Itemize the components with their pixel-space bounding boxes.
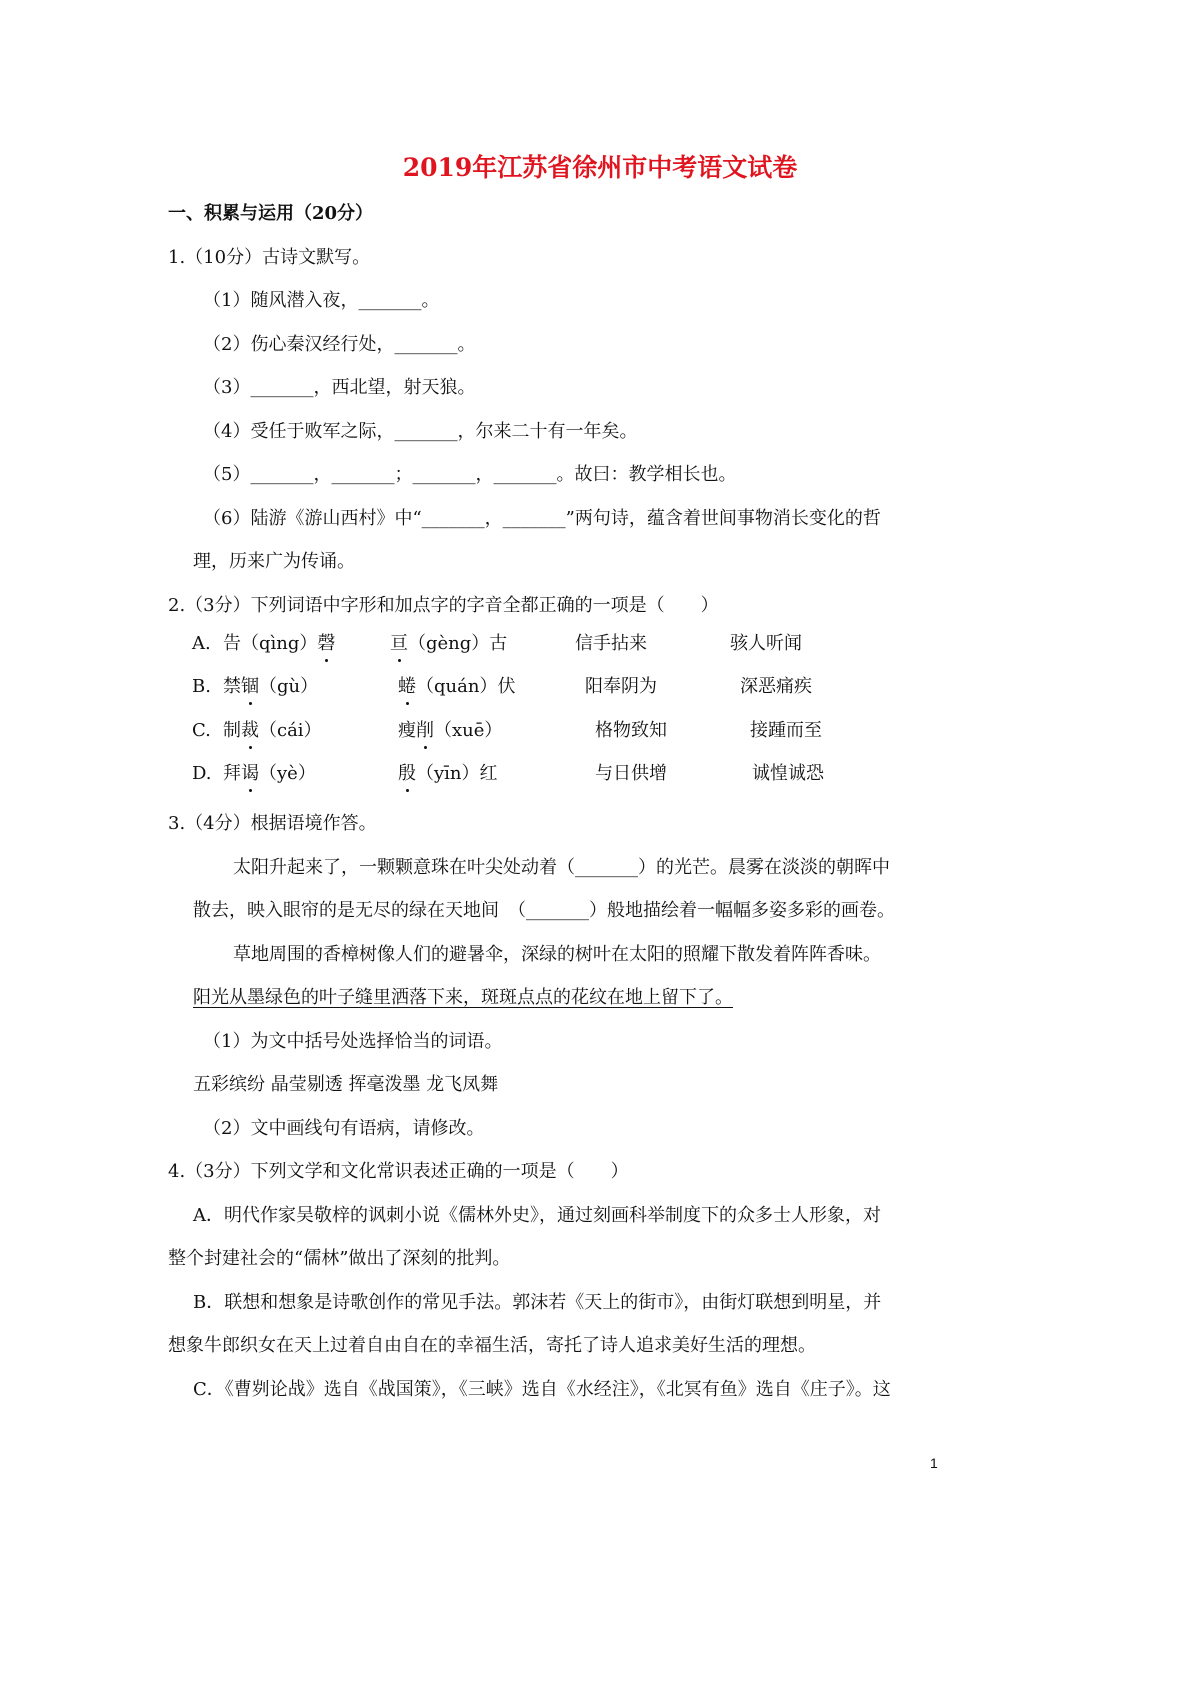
- term-text: 与日供增: [595, 763, 667, 784]
- term-text: 瘦: [398, 720, 416, 741]
- passage-line: 草地周围的香樟树像人们的避暑伞，深绿的树叶在太阳的照耀下散发着阵阵香味。: [233, 944, 881, 965]
- page-number: 1: [930, 1455, 938, 1471]
- dotted-character: 削: [416, 720, 434, 741]
- term-text: （gèng）古: [408, 633, 508, 654]
- dotted-character: 锢: [241, 676, 259, 697]
- option-line: 整个封建社会的“儒林”做出了深刻的批判。: [168, 1248, 511, 1269]
- term-text: 拜: [223, 763, 241, 784]
- question-1-stem: 1.（10分）古诗文默写。: [168, 247, 371, 268]
- question-3-stem: 3.（4分）根据语境作答。: [168, 813, 377, 834]
- option-label: C.: [192, 720, 211, 741]
- underlined-sentence: 阳光从墨绿色的叶子缝里洒落下来，斑斑点点的花纹在地上留下了。: [193, 987, 733, 1008]
- option-term: [223, 675, 318, 699]
- option-term: [752, 762, 824, 786]
- option-line: A．明代作家吴敬梓的讽刺小说《儒林外史》，通过刻画科举制度下的众多士人形象，对: [193, 1205, 881, 1226]
- page-title: 2019年江苏省徐州市中考语文试卷: [402, 153, 798, 182]
- dotted-character: 磬: [317, 633, 336, 654]
- question-4-stem: 4.（3分）下列文学和文化常识表述正确的一项是（ ）: [168, 1161, 629, 1182]
- term-text: （yè）: [259, 763, 316, 784]
- term-text: （xuē）: [434, 720, 503, 741]
- option-label: A.: [192, 633, 211, 654]
- question-3-sub: （1）为文中括号处选择恰当的词语。: [203, 1031, 503, 1052]
- passage-line: 散去，映入眼帘的是无尽的绿在天地间 （_______）般地描绘着一幅幅多姿多彩的画卷。: [193, 900, 895, 921]
- option-term: [398, 719, 502, 743]
- option-term: [740, 675, 812, 699]
- option-term: [223, 632, 335, 656]
- option-label: B.: [192, 676, 211, 697]
- option-term: [585, 675, 657, 699]
- term-text: 深恶痛疾: [740, 676, 812, 697]
- term-text: 告（qìng）: [223, 633, 318, 654]
- term-text: 禁: [223, 676, 241, 697]
- question-1-item: （6）陆游《游山西村》中“_______，_______”两句诗，蕴含着世间事物消长变化的哲: [203, 508, 881, 529]
- term-text: 诚惶诚恐: [752, 763, 824, 784]
- question-3-sub: （2）文中画线句有语病，请修改。: [203, 1118, 485, 1139]
- question-1-item: （5）_______，_______；_______，_______。故曰：教学相长也。: [203, 464, 737, 485]
- dotted-character: 裁: [241, 720, 259, 741]
- term-text: 阳奉阴为: [585, 676, 657, 697]
- question-1-item: （3）_______，西北望，射天狼。: [203, 377, 476, 398]
- question-1-item: （2）伤心秦汉经行处，_______。: [203, 334, 476, 355]
- term-text: （gù）: [259, 676, 319, 697]
- passage-line: 太阳升起来了，一颗颗意珠在叶尖处动着（_______）的光芒。晨雾在淡淡的朝晖中: [233, 857, 890, 878]
- option-label: D.: [192, 763, 212, 784]
- term-text: 骇人听闻: [730, 633, 802, 654]
- word-choices: 五彩缤纷 晶莹剔透 挥毫泼墨 龙飞凤舞: [193, 1074, 499, 1095]
- option-term: [390, 632, 507, 656]
- section-heading: 一、积累与运用（20分）: [168, 203, 374, 224]
- dotted-character: 亘: [390, 633, 408, 654]
- term-text: （quán）伏: [416, 676, 516, 697]
- option-term: [223, 762, 316, 786]
- option-line: B．联想和想象是诗歌创作的常见手法。郭沫若《天上的街市》，由街灯联想到明星，并: [193, 1292, 882, 1313]
- dotted-character: 蜷: [398, 676, 416, 697]
- term-text: 信手拈来: [575, 633, 647, 654]
- question-1-item-continuation: 理，历来广为传诵。: [193, 551, 355, 572]
- option-term: [398, 675, 515, 699]
- question-2-stem: 2.（3分）下列词语中字形和加点字的字音全都正确的一项是（ ）: [168, 595, 719, 616]
- option-term: [595, 762, 667, 786]
- option-term: [398, 762, 498, 786]
- option-term: [595, 719, 667, 743]
- question-1-item: （4）受任于败军之际，_______，尔来二十有一年矣。: [203, 421, 638, 442]
- option-line: C．《曹刿论战》选自《战国策》，《三峡》选自《水经注》，《北冥有鱼》选自《庄子》。这: [193, 1379, 891, 1400]
- term-text: 格物致知: [595, 720, 667, 741]
- term-text: 接踵而至: [750, 720, 822, 741]
- term-text: （yīn）红: [416, 763, 498, 784]
- option-term: [730, 632, 802, 656]
- question-1-item: （1）随风潜入夜，_______。: [203, 290, 440, 311]
- option-term: [575, 632, 647, 656]
- option-line: 想象牛郎织女在天上过着自由自在的幸福生活，寄托了诗人追求美好生活的理想。: [168, 1335, 816, 1356]
- term-text: （cái）: [259, 720, 322, 741]
- term-text: 制: [223, 720, 241, 741]
- dotted-character: 谒: [241, 763, 259, 784]
- option-term: [223, 719, 322, 743]
- option-term: [750, 719, 822, 743]
- dotted-character: 殷: [398, 763, 416, 784]
